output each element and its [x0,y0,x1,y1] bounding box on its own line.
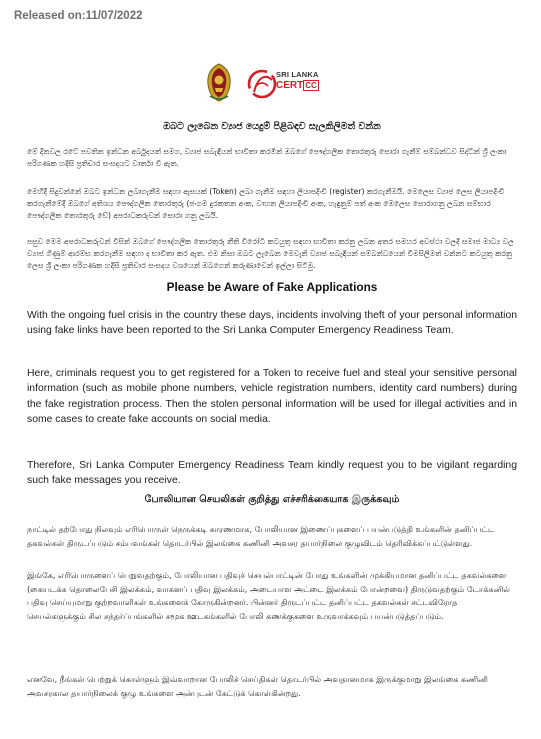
tamil-paragraph-2: இங்கே, எரிபொருளைப் பெறுவதற்கும், போலியான பதிவுச் செயல்பாட்டின் போது உங்களின் முக்கியமான தனிப்பட்ட தகவல்களை (கையடக்க தொலைபேசி இலக்கம், வாகனப் பதிவு இலக்கம், அடையாள அட்டை இலக்கம் போன்றவை) திருடுவதற்கும் டோக்கனில் பதிவு செய்யுமாறு குற்றவாளிகள் உங்களைக் கோருகின்றனர். பின்னர் திருடப்பட்ட தனிப்பட்ட தகவல்கள் சட்டவிரோத செயல்களுக்கும் சில சந்தர்ப்பங்களில் சமூக ஊடகங்களில் போலி கணக்குகளை உருவாக்கவும் பயன்படுத்தப்படும். [27,570,510,621]
tamil-paragraph-1: நாட்டில் தற்போது நிலவும் எரிபொருள் நெருக்கடி காரணமாக, போலியான இணைப்புகளைப் பயன்படுத்தி உங்களின் தனிப்பட்ட தகவல்கள் திருடப்படும் சம்பவங்கள் தொடர்பில் இலங்கை கணினி அவசர தயார்நிலை குழுவிடம் தெரிவிக்கப்பட்டுள்ளது. [27,524,495,548]
sri-lanka-emblem-icon [204,62,234,102]
sinhala-paragraph-2: මෙහිදී සිදුවන්නේ ඔබට ඉන්ධන ලබාගැනීම සඳහා ඇසයක් (Token) ලබා ගැනීම සඳහා ලියාපදිංචි (register) කරගැනීමයි. මෙලෙස ව්‍යාජ ලෙස ලියාපදිංචි කරගැනීමේදී ඔබගේ අතිශය පෞද්ගලික තොරතුරු (ජංගම දුරකතන අංක, වාහන ලියාපදිංචි අංක, හැඳුනුම් පත් අංක මෙලෙස සොරාගනු ලබන සම්භාර පෞද්ගලික තොරතුරු වේ) අපරාධකරුවන් සොරා ගනු ලබයි. [27,187,505,220]
sinhala-paragraph-3: පසුව මෙම අපරාධකරුවන් විසින් ඔබගේ පෞද්ගලික තොරතුරු නීති විරෝධී කටයුතු සඳහා භාවිතා කරනු ලබන අතර සමහර අවස්ථා වලදී සමාජ මාධ්‍ය වල ව්‍යාජ ගිණුම් ආරම්භ කරගැනීම සඳහා ද භාවිතා කර ඇත. එම නිසා ඔබට ලැබෙන මෙවැනි ව්‍යාජ සබැඳියන් සම්බන්ධයෙන් විමසිලිමත් වන්නට කටයුතු කරනු ලෙස ශ්‍රී ලංකා පරිගණක හදිසි ප්‍රතිචාර සංසදය වශයෙන් ඔබගෙන් කරුණාවෙන් ඉල්ලා සිටිමු. [27,237,514,270]
cert-wordmark [276,80,319,91]
sinhala-title: ඔබට ලැබෙන ව්‍යාජ යෙදුම් පිළිබඳව සැලකිලිමත් වන්න [163,121,381,132]
tamil-paragraph-3: எனவே, நீங்கள் பெற்றுக் கொள்ளும் இவ்வாறான போலிச் செய்திகள் தொடர்பில் அவதானமாக இருக்குமாறு இலங்கை கணினி அவசரகால தயார்நிலைக் குழு உங்களை அன்புடன் கேட்டுக் கொள்கின்றது. [27,674,488,698]
release-date: Released on:11/07/2022 [14,10,143,22]
logo-bar [0,62,541,106]
cert-wordmark-main: CERT [276,80,304,91]
cert-org-name: SRI LANKA [276,70,319,79]
english-title: Please be Aware of Fake Applications [166,280,378,294]
english-paragraph-3: Therefore, Sri Lanka Computer Emergency Readiness Team kindly request you to be vigilant regarding such fake messages you receive. [27,460,517,487]
tamil-title: போலியான செயலிகள் குறித்து எச்சரிக்கையாக இருக்கவும் [144,494,400,505]
cert-wordmark-cc: CC [305,81,317,90]
sinhala-paragraph-1: මේ දිනවල රටේ පවතින ඉන්ධන අර්බුදයත් සමග, ව්‍යාජ සබැඳියන් භාවිතා කරමින් ඔබගේ පෞද්ගලික තොරතුරු සොරා ගැනීම් සම්බන්ධව සිද්ධීන් ශ්‍රී ලංකා පරිගණක හදිසි ප්‍රතිචාර සංසදයට වාර්තා වී ඇත. [27,147,507,168]
english-paragraph-1: With the ongoing fuel crisis in the country these days, incidents involving theft of your personal information using fake links have been reported to the Sri Lanka Computer Emergency Readiness Team. [27,310,517,337]
english-paragraph-2: Here, criminals request you to get registered for a Token to receive fuel and steal your sensitive personal information (such as mobile phone numbers, vehicle registration numbers, identity card numbers) during the fake registration process. Then the stolen personal information will be used for illegal activities and in some cases to create fake accounts on social media. [27,368,517,426]
